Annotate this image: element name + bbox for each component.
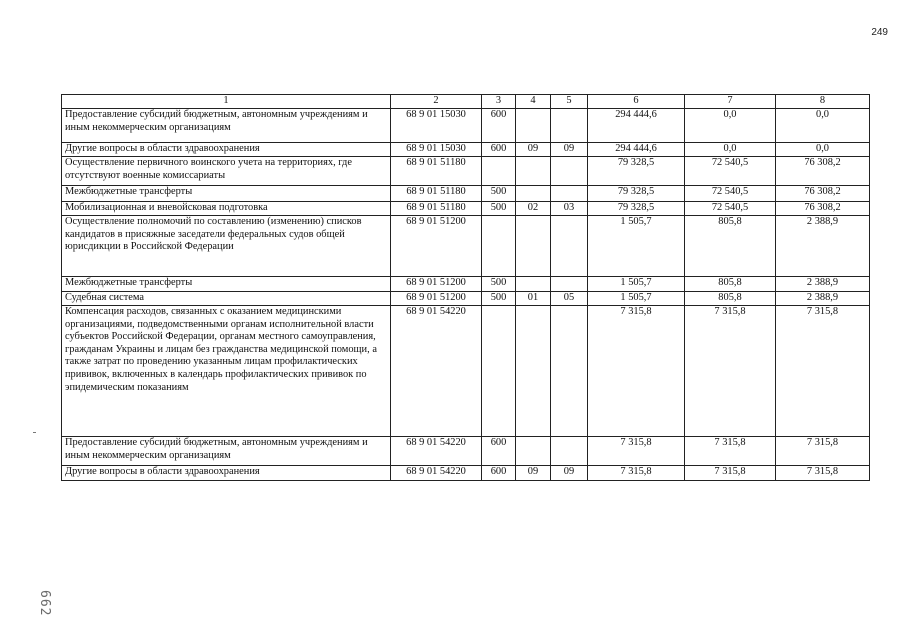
section	[516, 186, 551, 202]
amount-col7: 805,8	[685, 277, 776, 292]
column-header: 2	[391, 95, 482, 109]
subsection: 09	[551, 143, 588, 157]
target-article-code: 68 9 01 51200	[391, 277, 482, 292]
row-name: Межбюджетные трансферты	[62, 186, 391, 202]
amount-col7: 0,0	[685, 109, 776, 143]
amount-col8: 2 388,9	[776, 292, 870, 306]
side-page-mark: 662	[37, 590, 52, 617]
section	[516, 109, 551, 143]
table-row	[62, 157, 870, 186]
subsection	[551, 437, 588, 466]
amount-col8: 2 388,9	[776, 277, 870, 292]
row-name: Предоставление субсидий бюджетным, автономным учреждениям и иным некоммерческим организациям	[62, 109, 391, 143]
amount-col6: 7 315,8	[588, 306, 685, 437]
target-article-code: 68 9 01 51200	[391, 292, 482, 306]
expense-type: 600	[482, 437, 516, 466]
table-row	[62, 277, 870, 292]
scan-mark	[33, 432, 36, 433]
page-number: 249	[871, 27, 888, 38]
expense-type: 500	[482, 202, 516, 216]
target-article-code: 68 9 01 51180	[391, 202, 482, 216]
target-article-code: 68 9 01 54220	[391, 437, 482, 466]
row-name: Осуществление полномочий по составлению (изменению) списков кандидатов в присяжные заседатели федеральных судов общей юрисдикции в Российской Федерации	[62, 216, 391, 277]
target-article-code: 68 9 01 54220	[391, 466, 482, 481]
table-row	[62, 109, 870, 143]
target-article-code: 68 9 01 15030	[391, 109, 482, 143]
section	[516, 216, 551, 277]
amount-col6: 1 505,7	[588, 292, 685, 306]
row-name: Межбюджетные трансферты	[62, 277, 391, 292]
subsection	[551, 306, 588, 437]
amount-col6: 294 444,6	[588, 143, 685, 157]
row-name: Другие вопросы в области здравоохранения	[62, 143, 391, 157]
section: 09	[516, 466, 551, 481]
column-header: 1	[62, 95, 391, 109]
amount-col8: 7 315,8	[776, 437, 870, 466]
amount-col8: 0,0	[776, 143, 870, 157]
expense-type: 600	[482, 143, 516, 157]
amount-col7: 7 315,8	[685, 466, 776, 481]
amount-col6: 294 444,6	[588, 109, 685, 143]
amount-col8: 7 315,8	[776, 306, 870, 437]
target-article-code: 68 9 01 15030	[391, 143, 482, 157]
target-article-code: 68 9 01 51180	[391, 157, 482, 186]
table-row	[62, 186, 870, 202]
subsection: 05	[551, 292, 588, 306]
table-row	[62, 466, 870, 481]
target-article-code: 68 9 01 51180	[391, 186, 482, 202]
row-name: Компенсация расходов, связанных с оказанием медицинскими организациями, подведомственными органам исполнительной власти субъектов Российской Федерации, органам местного самоуправления, гражданам Украины и лицам без гражданства медицинской помощи, а также затрат по проведению указанным лицам профилактических прививок, включенных в календарь профилактических прививок по эпидемическим показаниям	[62, 306, 391, 437]
subsection	[551, 216, 588, 277]
expense-type: 600	[482, 109, 516, 143]
column-header: 6	[588, 95, 685, 109]
expense-type: 500	[482, 186, 516, 202]
column-header: 5	[551, 95, 588, 109]
row-name: Другие вопросы в области здравоохранения	[62, 466, 391, 481]
subsection	[551, 277, 588, 292]
section	[516, 277, 551, 292]
subsection	[551, 109, 588, 143]
subsection: 09	[551, 466, 588, 481]
amount-col8: 2 388,9	[776, 216, 870, 277]
row-name: Предоставление субсидий бюджетным, автономным учреждениям и иным некоммерческим организациям	[62, 437, 391, 466]
expense-type	[482, 306, 516, 437]
amount-col6: 1 505,7	[588, 277, 685, 292]
amount-col6: 79 328,5	[588, 202, 685, 216]
section	[516, 306, 551, 437]
amount-col8: 7 315,8	[776, 466, 870, 481]
expense-type: 600	[482, 466, 516, 481]
amount-col7: 72 540,5	[685, 157, 776, 186]
column-header: 4	[516, 95, 551, 109]
amount-col7: 805,8	[685, 292, 776, 306]
table-row	[62, 306, 870, 437]
budget-table	[61, 94, 870, 481]
subsection	[551, 157, 588, 186]
amount-col7: 72 540,5	[685, 202, 776, 216]
amount-col8: 0,0	[776, 109, 870, 143]
amount-col8: 76 308,2	[776, 157, 870, 186]
expense-type	[482, 216, 516, 277]
section: 09	[516, 143, 551, 157]
section	[516, 157, 551, 186]
column-header: 8	[776, 95, 870, 109]
column-header: 3	[482, 95, 516, 109]
table-row	[62, 292, 870, 306]
section: 02	[516, 202, 551, 216]
table-header-row	[62, 95, 870, 109]
row-name: Судебная система	[62, 292, 391, 306]
table-row	[62, 202, 870, 216]
subsection: 03	[551, 202, 588, 216]
subsection	[551, 186, 588, 202]
section	[516, 437, 551, 466]
row-name: Осуществление первичного воинского учета на территориях, где отсутствуют военные комиссариаты	[62, 157, 391, 186]
expense-type: 500	[482, 292, 516, 306]
amount-col6: 7 315,8	[588, 466, 685, 481]
amount-col8: 76 308,2	[776, 202, 870, 216]
amount-col7: 0,0	[685, 143, 776, 157]
amount-col6: 1 505,7	[588, 216, 685, 277]
amount-col7: 805,8	[685, 216, 776, 277]
column-header: 7	[685, 95, 776, 109]
expense-type	[482, 157, 516, 186]
table-row	[62, 143, 870, 157]
target-article-code: 68 9 01 54220	[391, 306, 482, 437]
amount-col7: 7 315,8	[685, 437, 776, 466]
amount-col6: 7 315,8	[588, 437, 685, 466]
target-article-code: 68 9 01 51200	[391, 216, 482, 277]
table-row	[62, 216, 870, 277]
amount-col7: 7 315,8	[685, 306, 776, 437]
amount-col6: 79 328,5	[588, 186, 685, 202]
expense-type: 500	[482, 277, 516, 292]
amount-col6: 79 328,5	[588, 157, 685, 186]
table-row	[62, 437, 870, 466]
amount-col8: 76 308,2	[776, 186, 870, 202]
section: 01	[516, 292, 551, 306]
amount-col7: 72 540,5	[685, 186, 776, 202]
row-name: Мобилизационная и вневойсковая подготовка	[62, 202, 391, 216]
